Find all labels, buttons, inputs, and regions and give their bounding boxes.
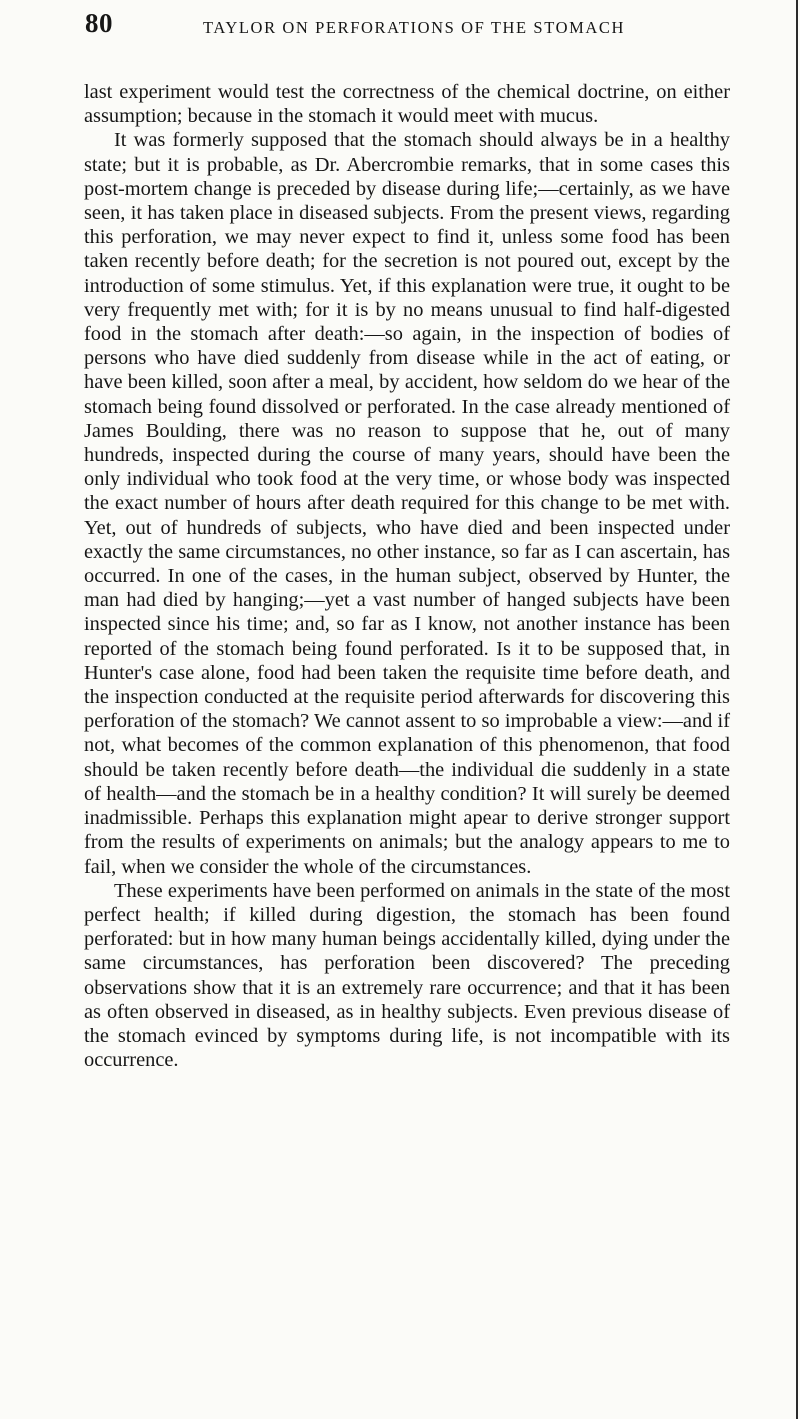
paragraph-3: These experiments have been performed on animals in the state of the most perfect health; if killed during digestion, the stomach has been found perforated: but in how many human beings accidentally killed, dying under the same circumstances, has perforation been discovered? The preceding observations show that it is an extremely rare occurrence; and that it has been as often observed in diseased, as in healthy subjects. Even previous disease of the stomach evinced by symptoms during life, is not incompatible with its occurrence. [84,879,730,1072]
page-edge-shadow [796,0,798,1419]
paragraph-1: last experiment would test the correctness of the chemical doctrine, on either assumption; because in the stomach it would meet with mucus. [84,81,730,128]
body-text [84,80,730,1072]
running-head: TAYLOR ON PERFORATIONS OF THE STOMACH [203,18,626,37]
page-number: 80 [85,8,113,38]
page-header [85,6,725,48]
paragraph-2: It was formerly supposed that the stomach should always be in a healthy state; but it is probable, as Dr. Abercrombie remarks, that in some cases this post-mortem change is preceded by disease during life;—certainly, as we have seen, it has taken place in diseased subjects. From the present views, regarding this perforation, we may never expect to find it, unless some food has been taken recently before death; for the secretion is not poured out, except by the introduction of some stimulus. Yet, if this explanation were true, it ought to be very frequently met with; for it is by no means unusual to find half-digested food in the stomach after death:—so again, in the inspection of bodies of persons who have died suddenly from disease while in the act of eating, or have been killed, soon after a meal, by accident, how seldom do we hear of the stomach being found dissolved or perforated. In the case already mentioned of James Boulding, there was no reason to suppose that he, out of many hundreds, inspected during the course of many years, should have been the only individual who took food at the very time, or whose body was inspected the exact number of hours after death required for this change to be met with. Yet, out of hundreds of subjects, who have died and been inspected under exactly the same circumstances, no other instance, so far as I can ascertain, has occurred. In one of the cases, in the human subject, observed by Hunter, the man had died by hanging;—yet a vast number of hanged subjects have been inspected since his time; and, so far as I know, not another instance has been reported of the stomach being found perforated. Is it to be supposed that, in Hunter's case alone, food had been taken the requisite time before death, and the inspection conducted at the requisite period afterwards for discovering this perforation of the stomach? We cannot assent to so improbable a view:—and if not, what becomes of the common explanation of this phenomenon, that food should be taken recently before death—the individual die suddenly in a state of health—and the stomach be in a healthy condition? It will surely be deemed inadmissible. Perhaps this explanation might apear to derive stronger support from the results of experiments on animals; but the analogy appears to me to fail, when we consider the whole of the circumstances. [84,129,730,878]
